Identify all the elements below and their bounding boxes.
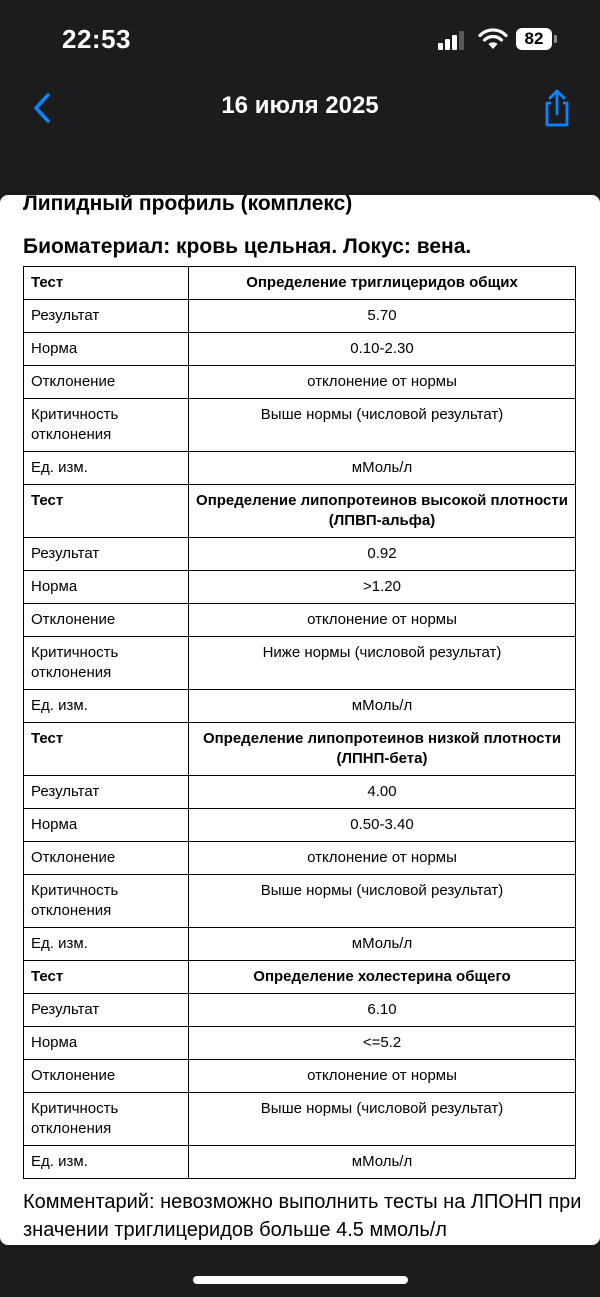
document-viewer[interactable]: [0, 195, 600, 1245]
row-value: 4.00: [189, 776, 576, 809]
row-label: Результат: [24, 776, 189, 809]
row-label: Ед. изм.: [24, 452, 189, 485]
row-value: <=5.2: [189, 1027, 576, 1060]
table-row: [24, 452, 576, 485]
row-label: Критичность отклонения: [24, 875, 189, 928]
battery-tip: [554, 35, 557, 43]
row-value: Ниже нормы (числовой результат): [189, 637, 576, 690]
table-row: [24, 690, 576, 723]
row-value: 0.92: [189, 538, 576, 571]
row-label: Отклонение: [24, 842, 189, 875]
test-name: Определение триглицеридов общих: [189, 267, 576, 300]
row-value: 6.10: [189, 994, 576, 1027]
row-label: Ед. изм.: [24, 1146, 189, 1179]
table-row: [24, 776, 576, 809]
test-label: Тест: [24, 723, 189, 776]
row-label: Норма: [24, 571, 189, 604]
row-label: Критичность отклонения: [24, 399, 189, 452]
table-row: [24, 399, 576, 452]
table-row: [24, 538, 576, 571]
row-label: Отклонение: [24, 1060, 189, 1093]
table-row: [24, 842, 576, 875]
row-value: мМоль/л: [189, 1146, 576, 1179]
document-title: Липидный профиль (комплекс): [23, 195, 353, 215]
row-label: Отклонение: [24, 366, 189, 399]
results-table: [23, 266, 576, 1179]
row-value: 0.50-3.40: [189, 809, 576, 842]
row-label: Результат: [24, 994, 189, 1027]
test-name: Определение холестерина общего: [189, 961, 576, 994]
table-row: [24, 809, 576, 842]
row-value: Выше нормы (числовой результат): [189, 1093, 576, 1146]
row-value: >1.20: [189, 571, 576, 604]
document-subtitle: Биоматериал: кровь цельная. Локус: вена.: [23, 235, 472, 258]
table-row: [24, 928, 576, 961]
test-name: Определение липопротеинов высокой плотности (ЛПВП-альфа): [189, 485, 576, 538]
nav-title: 16 июля 2025: [221, 92, 379, 119]
table-row: [24, 637, 576, 690]
table-row: [24, 1093, 576, 1146]
share-icon[interactable]: [540, 88, 574, 128]
table-row: [24, 571, 576, 604]
table-row: [24, 1060, 576, 1093]
row-label: Результат: [24, 300, 189, 333]
table-row: [24, 604, 576, 637]
table-row: [24, 366, 576, 399]
test-label: Тест: [24, 961, 189, 994]
row-label: Критичность отклонения: [24, 637, 189, 690]
row-value: мМоль/л: [189, 452, 576, 485]
table-row: [24, 300, 576, 333]
row-label: Норма: [24, 333, 189, 366]
comment-text: Комментарий: невозможно выполнить тесты на ЛПОНП при значении триглицеридов больше 4.5 ммоль/л: [23, 1191, 582, 1241]
row-value: мМоль/л: [189, 928, 576, 961]
row-label: Ед. изм.: [24, 690, 189, 723]
nav-bar: [0, 80, 600, 136]
row-value: отклонение от нормы: [189, 1060, 576, 1093]
row-label: Отклонение: [24, 604, 189, 637]
battery-icon: 82: [516, 28, 552, 50]
row-value: отклонение от нормы: [189, 842, 576, 875]
row-value: 5.70: [189, 300, 576, 333]
test-header-row: [24, 485, 576, 538]
status-bar: [0, 0, 600, 80]
row-value: Выше нормы (числовой результат): [189, 875, 576, 928]
row-value: 0.10-2.30: [189, 333, 576, 366]
row-label: Ед. изм.: [24, 928, 189, 961]
row-value: отклонение от нормы: [189, 366, 576, 399]
row-value: мМоль/л: [189, 690, 576, 723]
test-header-row: [24, 961, 576, 994]
row-value: Выше нормы (числовой результат): [189, 399, 576, 452]
cellular-signal-icon: [438, 30, 466, 50]
row-label: Норма: [24, 1027, 189, 1060]
row-label: Результат: [24, 538, 189, 571]
table-row: [24, 1027, 576, 1060]
test-header-row: [24, 723, 576, 776]
test-label: Тест: [24, 485, 189, 538]
table-row: [24, 333, 576, 366]
table-row: [24, 994, 576, 1027]
table-row: [24, 875, 576, 928]
row-label: Норма: [24, 809, 189, 842]
home-indicator[interactable]: [193, 1276, 408, 1284]
table-row: [24, 1146, 576, 1179]
test-label: Тест: [24, 267, 189, 300]
test-name: Определение липопротеинов низкой плотности (ЛПНП-бета): [189, 723, 576, 776]
row-value: отклонение от нормы: [189, 604, 576, 637]
wifi-icon: [478, 27, 508, 51]
row-label: Критичность отклонения: [24, 1093, 189, 1146]
test-header-row: [24, 267, 576, 300]
status-time: 22:53: [62, 24, 131, 54]
